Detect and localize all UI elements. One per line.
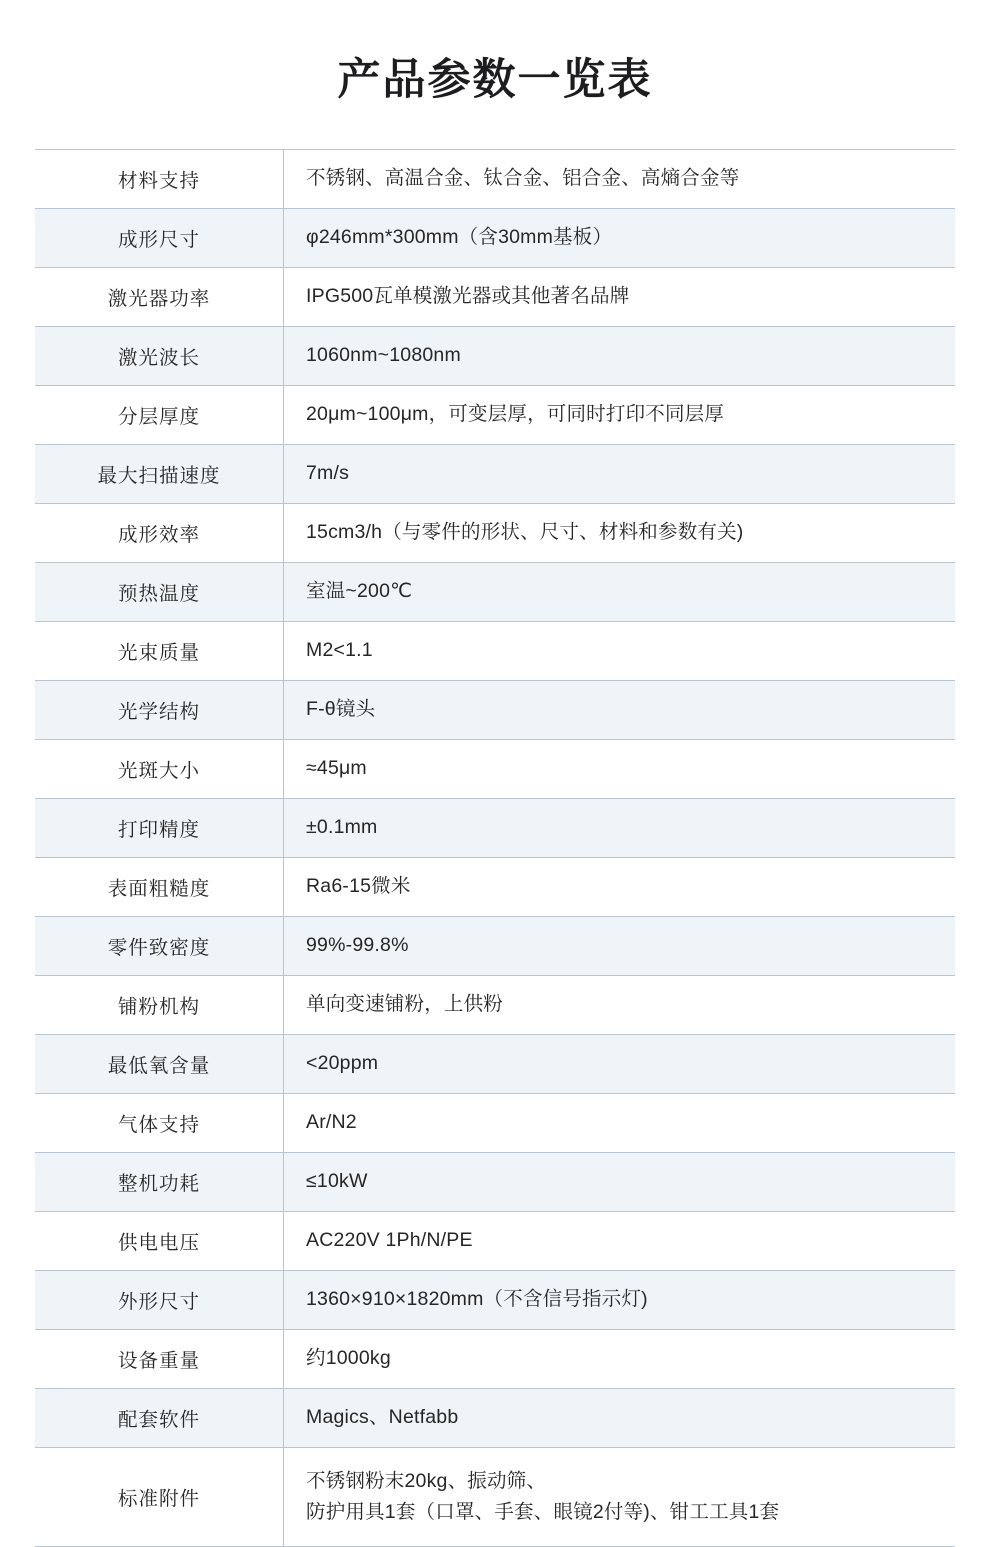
parameter-value-line: ≤10kW: [306, 1170, 368, 1193]
parameter-value-line: 99%-99.8%: [306, 934, 409, 957]
parameter-value: [284, 326, 956, 385]
table-row: [35, 1329, 955, 1388]
parameter-label: 光束质量: [35, 621, 284, 680]
parameter-label: 供电电压: [35, 1211, 284, 1270]
parameter-value: [284, 1270, 956, 1329]
table-row: [35, 739, 955, 798]
parameter-value-line: 1060nm~1080nm: [306, 344, 461, 367]
parameter-value: [284, 1329, 956, 1388]
table-row: [35, 1034, 955, 1093]
parameter-label: 光学结构: [35, 680, 284, 739]
page-title: 产品参数一览表: [337, 56, 653, 104]
table-row: [35, 916, 955, 975]
table-row: [35, 267, 955, 326]
parameter-label: 激光波长: [35, 326, 284, 385]
parameter-value: [284, 208, 956, 267]
parameter-value-line: Ra6-15微米: [306, 875, 411, 898]
parameter-value: [284, 503, 956, 562]
parameter-label: 设备重量: [35, 1329, 284, 1388]
table-row: [35, 562, 955, 621]
table-row: [35, 1211, 955, 1270]
table-row: [35, 975, 955, 1034]
parameter-value-line: Ar/N2: [306, 1111, 357, 1134]
parameter-label: 成形尺寸: [35, 208, 284, 267]
parameter-value-line: 20μm~100μm，可变层厚，可同时打印不同层厚: [306, 403, 725, 426]
table-row: [35, 798, 955, 857]
parameter-value: [284, 1447, 956, 1546]
table-row: [35, 208, 955, 267]
parameter-label: 最低氧含量: [35, 1034, 284, 1093]
parameter-value: [284, 1152, 956, 1211]
parameter-value: [284, 444, 956, 503]
parameter-value: [284, 1034, 956, 1093]
table-row: [35, 385, 955, 444]
table-row: [35, 503, 955, 562]
parameter-label: 成形效率: [35, 503, 284, 562]
parameter-value-line: M2<1.1: [306, 639, 373, 662]
parameter-value: [284, 916, 956, 975]
parameter-value-line: <20ppm: [306, 1052, 379, 1075]
parameter-value-line: F-θ镜头: [306, 698, 376, 721]
parameter-value: [284, 562, 956, 621]
parameter-label: 标准附件: [35, 1447, 284, 1546]
parameter-value: [284, 1093, 956, 1152]
parameter-label: 材料支持: [35, 149, 284, 208]
table-row: [35, 857, 955, 916]
parameter-value-line: 不锈钢粉末20kg、振动筛、: [306, 1470, 547, 1493]
parameter-value-line: ≈45μm: [306, 757, 367, 780]
table-row: [35, 1447, 955, 1546]
parameter-value: [284, 798, 956, 857]
parameter-value: [284, 975, 956, 1034]
parameter-label: 铺粉机构: [35, 975, 284, 1034]
parameter-value-line: 单向变速铺粉，上供粉: [306, 993, 504, 1016]
table-row: [35, 326, 955, 385]
parameter-label: 零件致密度: [35, 916, 284, 975]
parameter-value-line: IPG500瓦单模激光器或其他著名品牌: [306, 285, 630, 308]
parameter-value: [284, 621, 956, 680]
parameter-label: 最大扫描速度: [35, 444, 284, 503]
parameter-value: [284, 385, 956, 444]
parameter-label: 外形尺寸: [35, 1270, 284, 1329]
parameter-label: 整机功耗: [35, 1152, 284, 1211]
parameter-value-line: 不锈钢、高温合金、钛合金、铝合金、高熵合金等: [306, 167, 740, 190]
parameter-label: 分层厚度: [35, 385, 284, 444]
parameter-value: [284, 1211, 956, 1270]
table-row: [35, 1152, 955, 1211]
parameter-value: [284, 1388, 956, 1447]
table-body: [35, 149, 955, 1546]
parameter-value-line: 7m/s: [306, 462, 350, 485]
parameter-value: [284, 857, 956, 916]
parameter-value-line: 1360×910×1820mm（不含信号指示灯): [306, 1288, 648, 1311]
parameter-value: [284, 149, 956, 208]
parameter-label: 预热温度: [35, 562, 284, 621]
parameter-value: [284, 680, 956, 739]
parameter-label: 打印精度: [35, 798, 284, 857]
table-row: [35, 1388, 955, 1447]
parameter-value: [284, 739, 956, 798]
table-row: [35, 149, 955, 208]
parameter-label: 气体支持: [35, 1093, 284, 1152]
table-row: [35, 444, 955, 503]
parameter-label: 表面粗糙度: [35, 857, 284, 916]
parameter-value-line: φ246mm*300mm（含30mm基板）: [306, 226, 613, 249]
table-row: [35, 621, 955, 680]
parameter-value-line: 防护用具1套（口罩、手套、眼镜2付等)、钳工工具1套: [306, 1500, 780, 1523]
table-row: [35, 1093, 955, 1152]
parameter-value-line: Magics、Netfabb: [306, 1406, 459, 1429]
product-parameters-table: [35, 149, 955, 1547]
table-row: [35, 1270, 955, 1329]
parameter-value-line: AC220V 1Ph/N/PE: [306, 1229, 473, 1252]
parameter-label: 配套软件: [35, 1388, 284, 1447]
parameter-label: 激光器功率: [35, 267, 284, 326]
parameter-value-line: 约1000kg: [306, 1347, 391, 1370]
parameter-value-line: 15cm3/h（与零件的形状、尺寸、材料和参数有关): [306, 521, 744, 544]
table-row: [35, 680, 955, 739]
parameter-value-line: 室温~200℃: [306, 580, 413, 603]
parameter-label: 光斑大小: [35, 739, 284, 798]
parameter-value: [284, 267, 956, 326]
parameter-value-line: ±0.1mm: [306, 816, 378, 839]
